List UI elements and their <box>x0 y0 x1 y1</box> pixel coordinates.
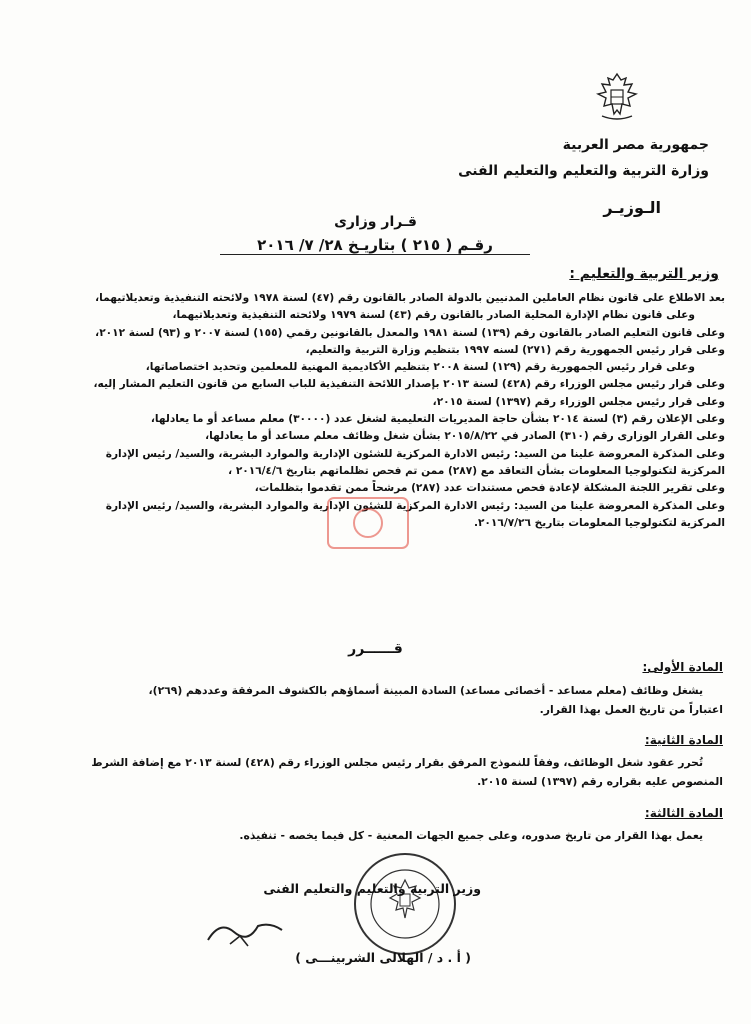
preamble-line: بعد الاطلاع على قانون نظام العاملين المدنيين بالدولة الصادر بالقانون رقم (٤٧) لسنة ١٩٧٨ ولائحته التنفيذية وتعديلاتيهما، <box>95 292 725 304</box>
minister-office-label: الـوزيـر <box>603 198 661 217</box>
country-name: جمهورية مصر العربية <box>562 137 709 153</box>
article-3-title: المادة الثالثة: <box>644 806 723 820</box>
preamble-line: وعلى قانون نظام الإدارة المحلية الصادر بالقانون رقم (٤٣) لسنة ١٩٧٩ ولائحته التنفيذية وتعديلاتيهما، <box>172 309 695 322</box>
preamble-line: وعلى قرار رئيس مجلس الوزراء رقم (٤٢٨) لسنة ٢٠١٣ بإصدار اللائحة التنفيذية للباب السابع من قانون التعليم المشار إليه، <box>93 378 725 391</box>
signatory-name: ( أ . د / الهلالى الشربينـــى ) <box>295 950 471 965</box>
preamble-line: وعلى المذكرة المعروضة علينا من السيد: رئيس الادارة المركزية للشئون الإدارية والموارد البشرية، والسيد/ رئيس الإدارة <box>105 447 725 460</box>
article-3-text <box>30 826 723 845</box>
article-line: يعمل بهذا القرار من تاريخ صدوره، وعلى جميع الجهات المعنية - كل فيما يخصه - تنفيذه. <box>239 829 703 842</box>
preamble-line: المركزية لتكنولوجيا المعلومات بتاريخ ٢٠١٦/٧/٢٦. <box>473 516 725 529</box>
article-2-text <box>30 753 723 791</box>
preamble-line: وعلى الإعلان رقم (٣) لسنة ٢٠١٤ بشأن حاجة المديريات التعليمية لشغل عدد (٣٠٠٠٠) معلم مساعد أو ما يعادلها، <box>150 413 725 426</box>
preamble-line: وعلى المذكرة المعروضة علينا من السيد: رئيس الادارة المركزية للشئون الإدارية والموارد البشرية، والسيد/ رئيس الإدارة <box>105 499 725 512</box>
decree-number: رقـم ( ٢١٥ ) بتاريـخ ٢٨/ ٧/ ٢٠١٦ <box>220 236 530 255</box>
article-2-title: المادة الثانية: <box>644 733 723 747</box>
decides-heading: قــــــرر <box>348 641 403 657</box>
article-line: المنصوص عليه بقراره رقم (١٣٩٧) لسنة ٢٠١٥. <box>477 775 723 788</box>
article-line: تُحرر عقود شغل الوظائف، وفقاً للنموذج المرفق بقرار رئيس مجلس الوزراء رقم (٤٢٨) لسنة ٢٠١٣ مع إضافة الشرط <box>91 756 703 769</box>
signatory-title: وزير التربية والتعليم والتعليم الفنى <box>263 881 481 896</box>
preamble-heading: وزير التربية والتعليم : <box>569 266 719 282</box>
article-1-title: المادة الأولى: <box>642 660 723 674</box>
preamble-line: وعلى قرار رئيس الجمهورية رقم (١٢٩) لسنة ٢٠٠٨ بتنظيم الأكاديمية المهنية للمعلمين وتحديد اختصاصاتها، <box>145 361 695 374</box>
preamble-line: وعلى قرار رئيس مجلس الوزراء رقم (١٣٩٧) لسنة ٢٠١٥، <box>432 395 725 408</box>
eagle-emblem-icon <box>590 70 644 126</box>
article-1-text <box>30 681 723 719</box>
official-stamp-icon <box>350 850 460 958</box>
handwritten-signature-icon <box>200 900 290 960</box>
article-line: اعتباراً من تاريخ العمل بهذا القرار. <box>539 703 723 716</box>
decree-title: قـرار وزارى <box>334 214 417 230</box>
article-line: يشغل وظائف (معلم مساعد - أخصائى مساعد) السادة المبينة أسماؤهم بالكشوف المرفقة وعددهم (٢٦٩)، <box>148 684 703 697</box>
preamble-line: وعلى القرار الوزارى رقم (٣١٠) الصادر في ٢٠١٥/٨/٢٢ بشأن شغل وظائف معلم مساعد أو ما يعادلها، <box>205 430 725 443</box>
ministry-name: وزارة التربية والتعليم والتعليم الفنى <box>458 163 709 179</box>
preamble-line: وعلى تقرير اللجنة المشكلة لإعادة فحص مستندات عدد (٢٨٧) مرشحاً ممن تقدموا بتظلمات، <box>254 482 725 495</box>
preamble-line: المركزية لتكنولوجيا المعلومات بشأن التعاقد مع (٢٨٧) ممن تم فحص تظلماتهم بتاريخ ٢٠١٦/٤/٦ ، <box>228 464 725 477</box>
preamble-line: وعلى قرار رئيس الجمهورية رقم (٢٧١) لسنه ١٩٩٧ بتنظيم وزارة التربية والتعليم، <box>305 343 725 356</box>
site-watermark-icon <box>318 488 418 568</box>
preamble-line: وعلى قانون التعليم الصادر بالقانون رقم (١٣٩) لسنة ١٩٨١ والمعدل بالقانونين رقمي (١٥٥) لسنة ٢٠٠٧ و (٩٣) لسنة ٢٠١٢، <box>95 326 725 339</box>
